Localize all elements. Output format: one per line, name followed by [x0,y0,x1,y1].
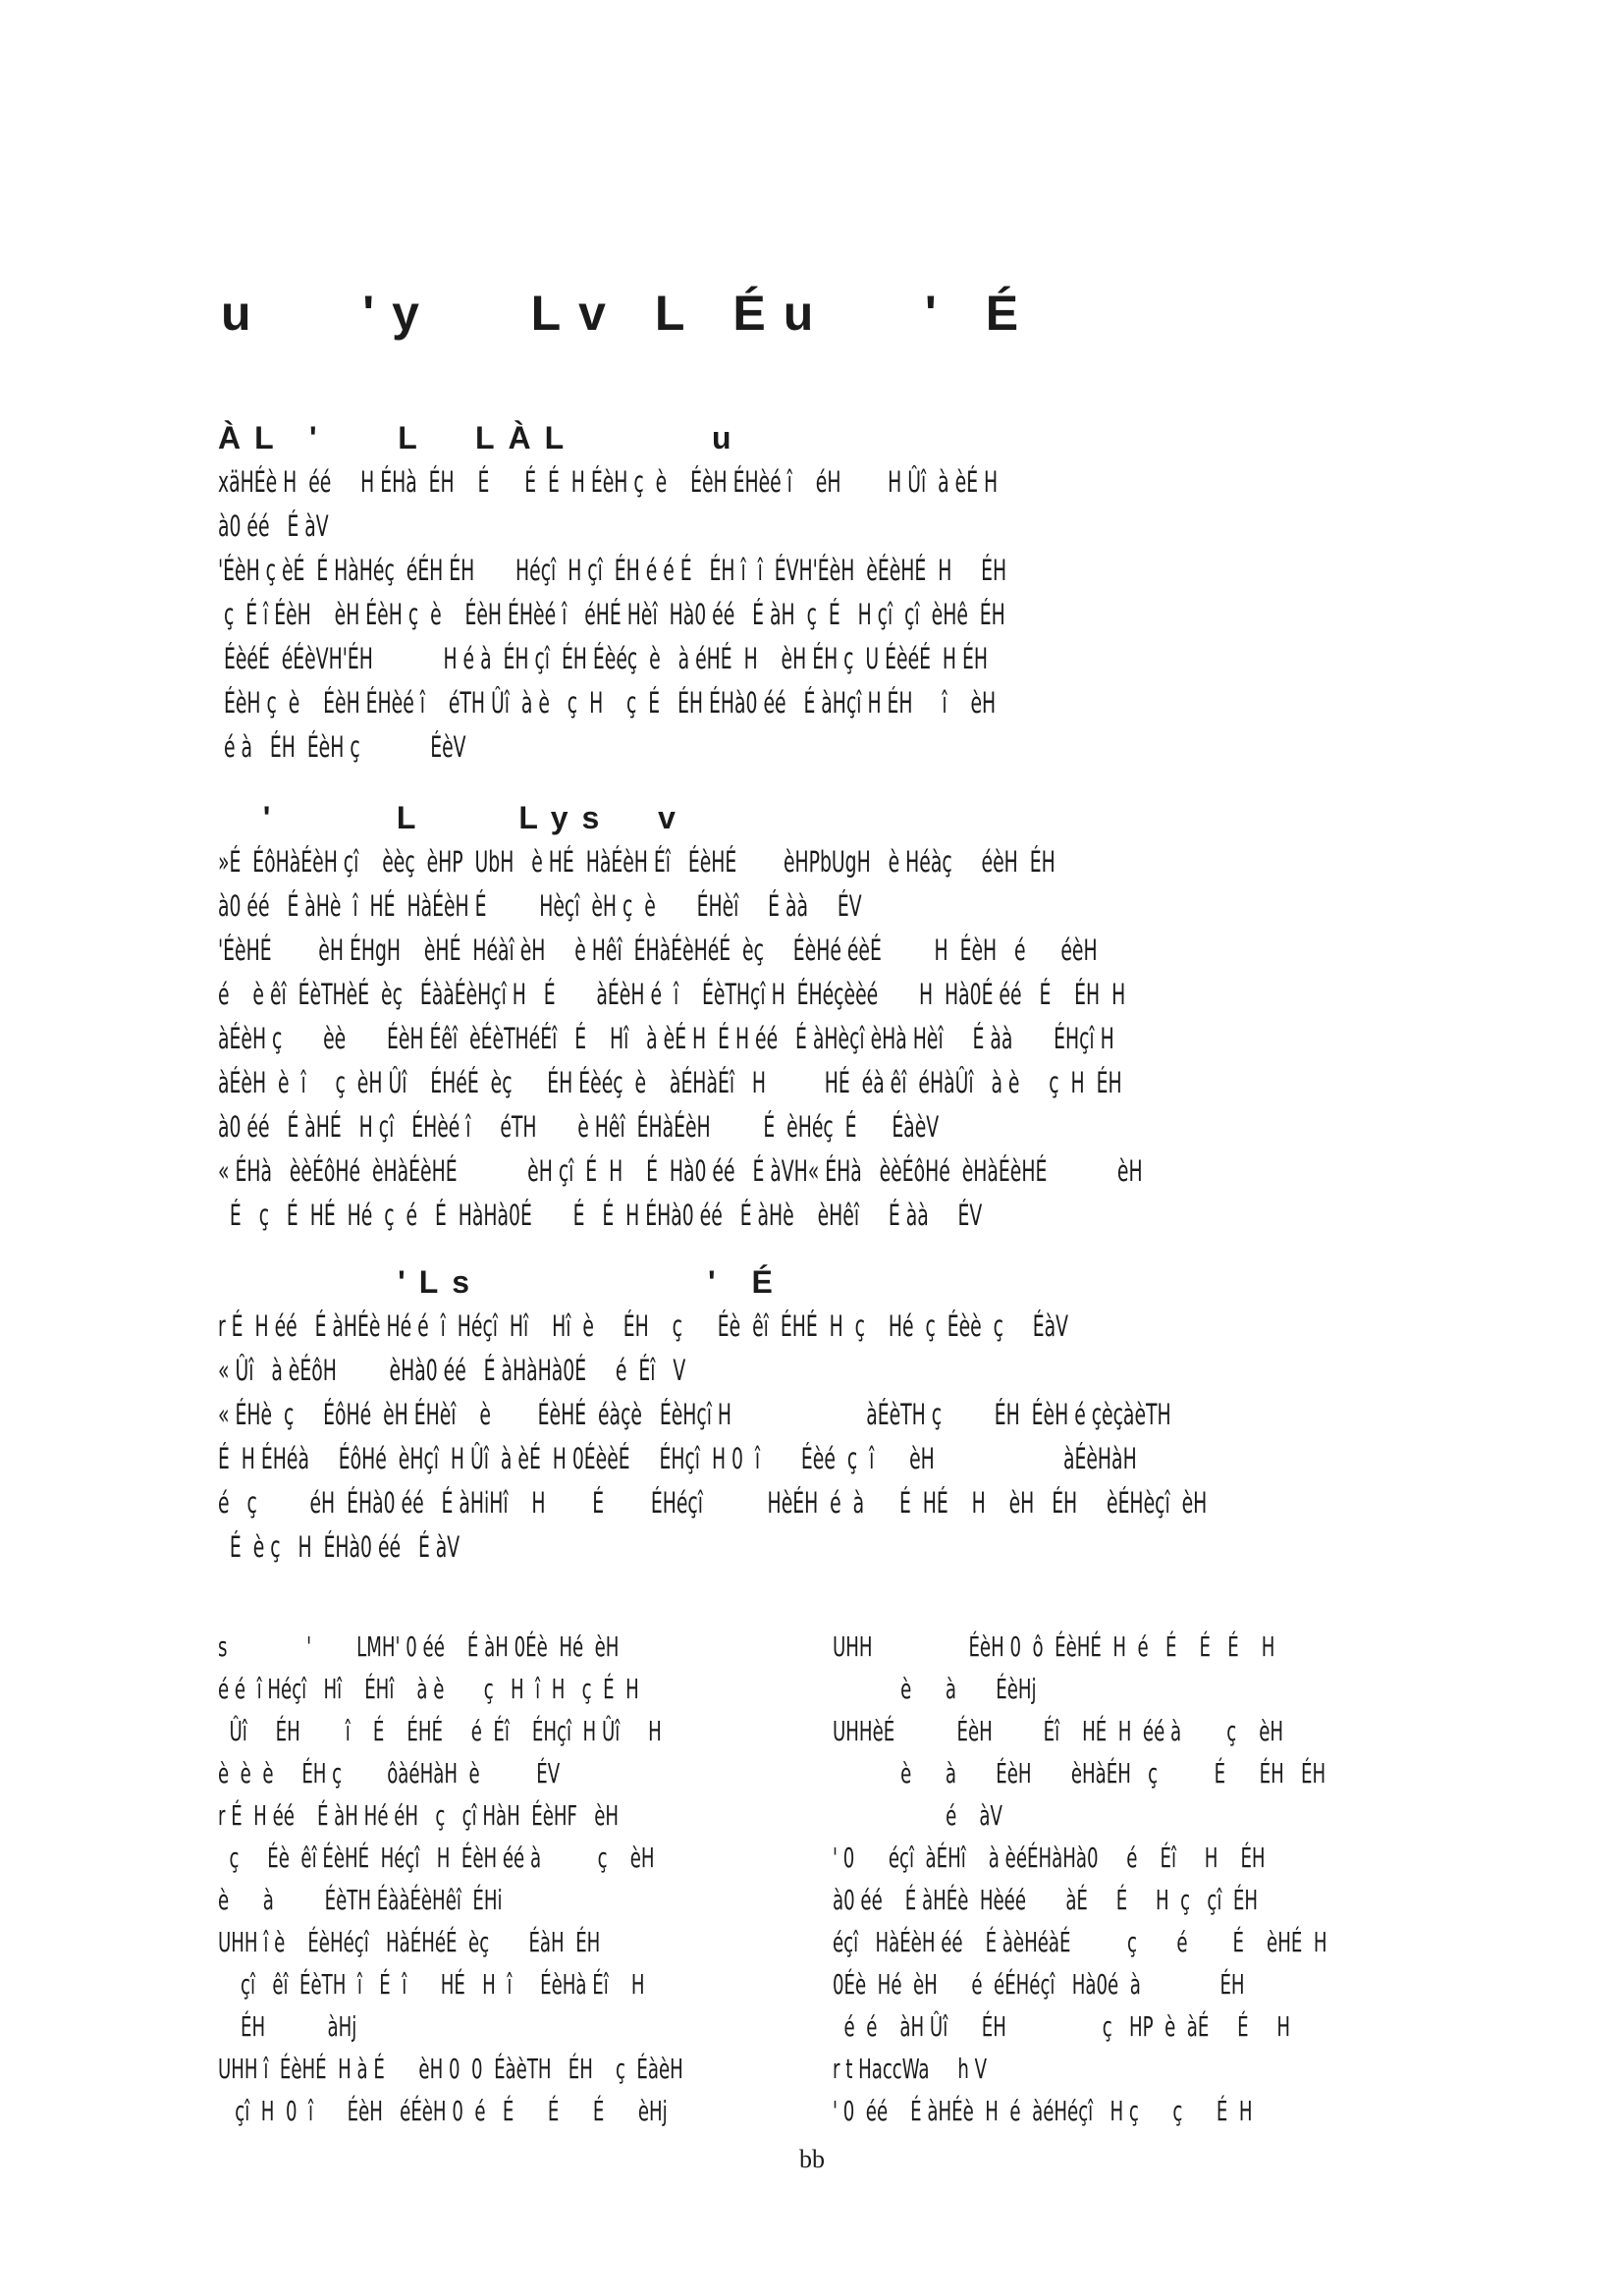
text-line: »É ÉôHàÉèH çî èèç èHP UbH è HÉ HàÉèH Éî ÉèHÉ èHPbUgH è Héàç éèH ÉH [218,845,1056,879]
text-line: UHH ÉèH 0 ô ÉèHÉ H é É É É H [833,1630,1275,1663]
text-line: xäHÉè H éé H ÉHà ÉH É É É H ÉèH ç è ÉèH ÉHèé î éH H Ûî à èÉ H [218,465,999,499]
text-line: UHH î ÉèHÉ H à É èH 0 0 ÉàèTH ÉH ç ÉàèH [218,2053,683,2085]
text-line: « ÉHè ç ÉôHé èH ÉHèî è ÉèHÉ éàçè ÉèHçî H àÉèTH ç ÉH ÉèH é çèçàèTH [218,1398,1171,1431]
section-2 [218,800,1416,1238]
page-number: bb [799,2145,825,2173]
text-line: ç É î ÉèH èH ÉèH ç è ÉèH ÉHèé î éHÉ Hèî Hà0 éé É àH ç É H çî çî èHê ÉH [218,598,1005,631]
column-right [833,1626,1422,2132]
column-left [218,1626,807,2132]
section-3 [218,1264,1416,1570]
text-line: à0 éé É àHè î HÉ HàÉèH É Hèçî èH ç è ÉHèî É àà ÉV [218,889,862,923]
text-line: àÉèH è î ç èH Ûî ÉHéÉ èç ÉH Éèéç è àÉHàÉî H HÉ éà êî éHàÛî à è ç H ÉH [218,1066,1122,1099]
text-line: Ûî ÉH î É ÉHÉ é Éî ÉHçî H Ûî H [218,1715,662,1747]
text-line: UHHèÉ ÉèH Éî HÉ H éé à ç èH [833,1715,1284,1747]
text-line: s ' LMH' 0 éé É àH 0Éè Hé èH [218,1630,620,1663]
text-line: r t HaccWa h V [833,2053,987,2085]
text-line: ' 0 éé É àHÉè H é àéHéçî H ç ç É H [833,2095,1253,2127]
text-line: ÉèéÉ éÉèVH'ÉH H é à ÉH çî ÉH Éèéç è à éHÉ H èH ÉH ç U ÉèéÉ H ÉH [218,642,989,675]
text-line: àÉèH ç èè ÉèH Éêî èÉèTHéÉî É Hî à èÉ H É H éé É àHèçî èHà Hèî É àà ÉHçî H [218,1022,1114,1055]
page-title: u 'y Lv L Éu ' É [221,286,1037,341]
text-line: è à ÉèH èHàÉH ç É ÉH ÉH [833,1757,1326,1789]
text-line: é é àH Ûî ÉH ç HP è àÉ É H [833,2010,1291,2043]
text-line: r É H éé É àHÉè Hé é î Héçî Hî Hî è ÉH ç Éè êî ÉHÉ H ç Hé ç Éèè ç ÉàV [218,1309,1069,1343]
text-line: ÉH àHj [218,2010,357,2043]
text-line: è è è ÉH ç ôàéHàH è ÉV [218,1757,561,1789]
section-heading: 'Ls ' É [218,1264,786,1300]
text-line: è à ÉèTH ÉààÉèHêî ÉHi [218,1884,503,1916]
text-line: à0 éé É àHÉè Hèéé àÉ É H ç çî ÉH [833,1884,1258,1916]
text-line: à0 éé É àHÉ H çî ÉHèé î éTH è Hêî ÉHàÉèH É èHéç É ÉàèV [218,1110,940,1144]
text-line: é ç éH ÉHà0 éé É àHiHî H É ÉHéçî HèÉH é à É HÉ H èH ÉH èÉHèçî èH [218,1486,1208,1520]
text-line: É ç É HÉ Hé ç é É HàHà0É É É H ÉHà0 éé É àHè èHêî É àà ÉV [218,1199,983,1232]
text-line: é àV [833,1799,1002,1832]
text-line: 0Éè Hé èH é éÉHéçî Hà0é à ÉH [833,1968,1245,2001]
text-line: çî H 0 î ÉèH éÉèH 0 é É É É èHj [218,2095,668,2127]
text-line: éçî HàÉèH éé É àèHéàÉ ç é É èHÉ H [833,1926,1327,1958]
text-line: « ÉHà èèÉôHé èHàÉèHÉ èH çî É H É Hà0 éé É àVH« ÉHà èèÉôHé èHàÉèHÉ èH [218,1154,1143,1188]
text-line: çî êî ÉèTH î É î HÉ H î ÉèHà Éî H [218,1968,645,2001]
text-line: é è êî ÉèTHèÉ èç ÉààÉèHçî H É àÉèH é î ÉèTHçî H ÉHéçèèé H Hà0É éé É ÉH H [218,978,1126,1011]
text-line: 'ÉèHÉ èH ÉHgH èHÉ Héàî èH è Hêî ÉHàÉèHéÉ èç ÉèHé éèÉ H ÉèH é éèH [218,934,1098,967]
text-line: UHH î è ÉèHéçî HàÉHéÉ èç ÉàH ÉH [218,1926,601,1958]
section-heading: ÀL ' L LÀL u [218,420,745,455]
section-1 [218,420,1416,770]
text-line: 'ÉèH ç èÉ É HàHéç éÉH ÉH Héçî H çî ÉH é é É ÉH î î ÉVH'ÉèH èÉèHÉ H ÉH [218,554,1007,587]
text-line: ' 0 éçî àÉHî à èéÉHàHà0 é Éî H ÉH [833,1842,1266,1874]
text-line: à0 éé É àV [218,509,329,543]
text-line: « Ûî à èÉôH èHà0 éé É àHàHà0É é Éî V [218,1354,686,1387]
text-line: r É H éé É àH Hé éH ç çî HàH ÉèHF èH [218,1799,620,1832]
text-line: é é î Héçî Hî ÉHî à è ç H î H ç É H [218,1673,639,1705]
text-line: É è ç H ÉHà0 éé É àV [218,1530,460,1564]
text-line: ç Éè êî ÉèHÉ Héçî H ÉèH éé à ç èH [218,1842,655,1874]
text-line: É H ÉHéà ÉôHé èHçî H Ûî à èÉ H 0ÉèèÉ ÉHçî H 0 î Éèé ç î èH àÉèHàH [218,1442,1137,1475]
text-line: è à ÉèHj [833,1673,1037,1705]
text-line: ÉèH ç è ÉèH ÉHèé î éTH Ûî à è ç H ç É ÉH ÉHà0 éé É àHçî H ÉH î èH [218,686,997,720]
text-line: é à ÉH ÉèH ç ÉèV [218,730,466,764]
section-heading: ' L Lys v [218,800,689,835]
